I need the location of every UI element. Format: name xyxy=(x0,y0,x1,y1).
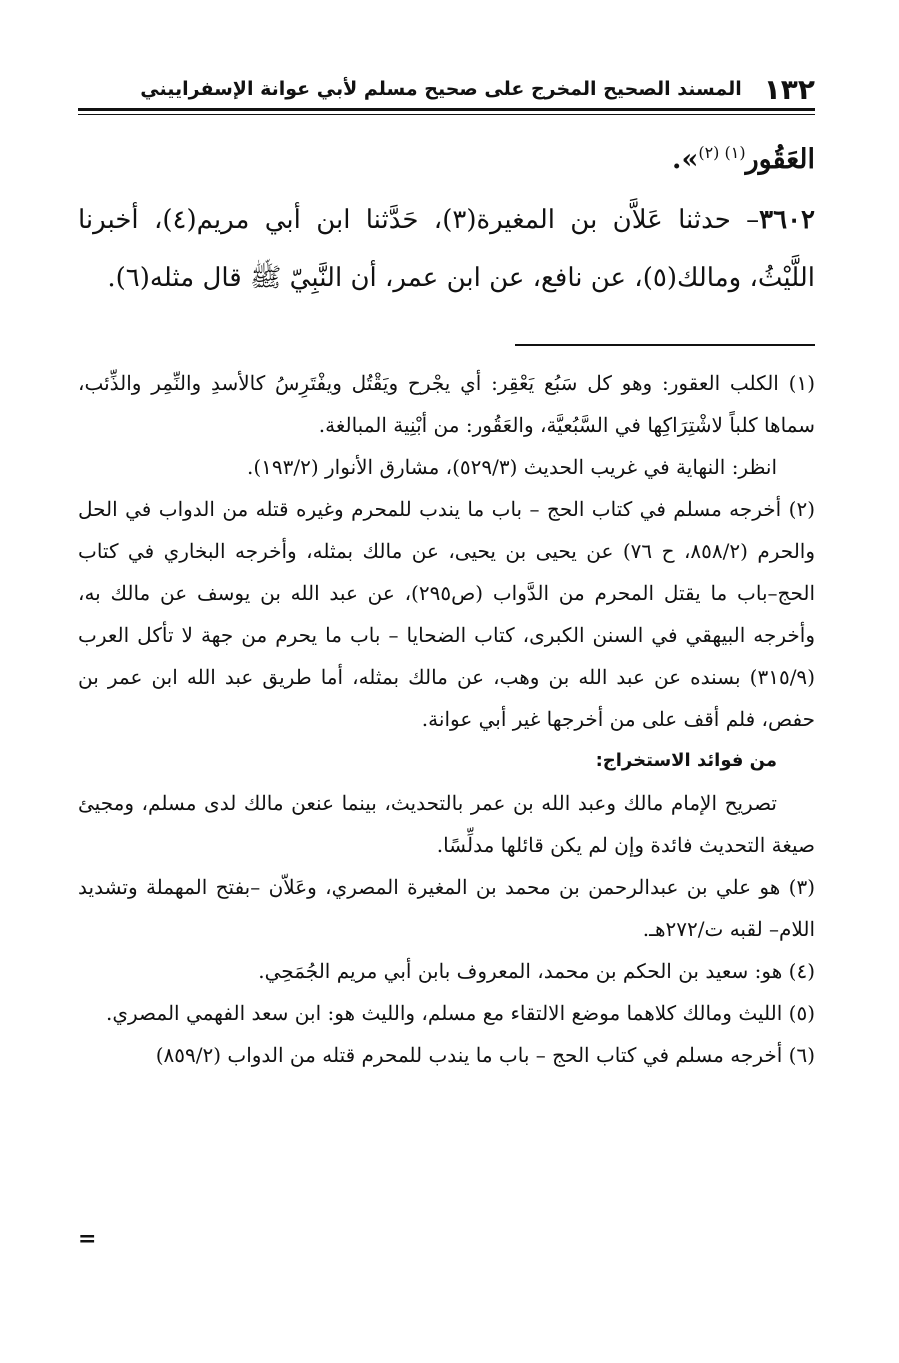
main-text xyxy=(78,128,815,307)
hadith-text: – حدثنا عَلاَّن بن المغيرة(٣)، حَدَّثنا ابن أبي مريم(٤)، أخبرنا اللَّيْثُ، ومالك(٥)، عن نافع، عن ابن عمر، أن النَّبِيّ ﷺ قال مثله(٦). xyxy=(78,205,815,293)
footnote-text: (٢) أخرجه مسلم في كتاب الحج – باب ما يندب للمحرم وغيره قتله من الدواب في الحل والحرم (٨٥٨/٢، ح ٧٦) عن يحيى بن يحيى، عن مالك بمثله، وأخرجه البخاري في كتاب الحج–باب ما يقتل المحرم من الدَّواب (ص٢٩٥)، عن عبد الله بن يوسف عن مالك به، وأخرجه البيهقي في السنن الكبرى، كتاب الضحايا – باب ما يحرم من جهة لا تأكل العرب (٣١٥/٩) بسنده عن عبد الله بن وهب، عن مالك بمثله، أما طريق عبد الله ابن عمر بن حفص، فلم أقف على من أخرجها غير أبي عوانة. xyxy=(78,497,816,731)
footnote-refs: (١) (٢) xyxy=(698,143,746,162)
hadith-number: ٣٦٠٢ xyxy=(759,205,815,235)
footnote-text: (٣) هو علي بن عبدالرحمن بن محمد بن المغيرة المصري، وعَلاّن –بفتح المهملة وتشديد اللام– لقبه ت/٢٧٢هـ. xyxy=(78,875,815,941)
footnote-subheading: من فوائد الاستخراج: xyxy=(595,750,777,771)
previous-hadith-ending xyxy=(78,128,815,185)
running-title: المسند الصحيح المخرج على صحيح مسلم لأبي عوانة الإسفراييني xyxy=(140,78,742,100)
footnote-source: انظر: النهاية في غريب الحديث (٥٢٩/٣)، مشارق الأنوار (١٩٣/٢). xyxy=(246,455,777,479)
header-rule xyxy=(78,108,815,111)
closing-quote: ». xyxy=(672,144,699,175)
hadith-paragraph xyxy=(78,191,815,307)
footnote-text: (٤) هو: سعيد بن الحكم بن محمد، المعروف بابن أبي مريم الجُمَحِي. xyxy=(258,959,815,983)
footnote-text: (٥) الليث ومالك كلاهما موضع الالتقاء مع مسلم، والليث هو: ابن سعد الفهمي المصري. xyxy=(105,1001,815,1025)
footnote-2 xyxy=(78,488,815,866)
footnotes xyxy=(78,362,815,1076)
footnote-body: تصريح الإمام مالك وعبد الله بن عمر بالتحديث، بينما عنعن مالك لدى مسلم، ومجيئ صيغة التحديث فائدة وإن لم يكن قائلها مدلِّسًا. xyxy=(78,791,815,857)
footnote-4 xyxy=(78,950,815,992)
footnote-1 xyxy=(78,362,815,488)
page-header xyxy=(78,72,815,106)
page-number: ١٣٢ xyxy=(763,72,815,106)
footnote-text: (١) الكلب العقور: وهو كل سَبُع يَعْقِر: أي يجْرح ويَقْتُل ويفْتَرِسُ كالأسدِ والنِّمِر والذِّئب، سماها كلباً لاشْتِرَاكِها في السَّبُعيَّة، والعَقُور: من أبْنِية المبالغة. xyxy=(78,371,815,437)
previous-word: العَقُور xyxy=(745,144,815,175)
footnote-5 xyxy=(78,992,815,1034)
footnote-3 xyxy=(78,866,815,950)
continuation-mark: = xyxy=(78,1226,97,1252)
footnote-text: (٦) أخرجه مسلم في كتاب الحج – باب ما يندب للمحرم قتله من الدواب (٨٥٩/٢) xyxy=(155,1043,815,1067)
header-rule-thin xyxy=(78,114,815,115)
footnote-separator xyxy=(515,344,815,346)
footnote-6 xyxy=(78,1034,815,1076)
